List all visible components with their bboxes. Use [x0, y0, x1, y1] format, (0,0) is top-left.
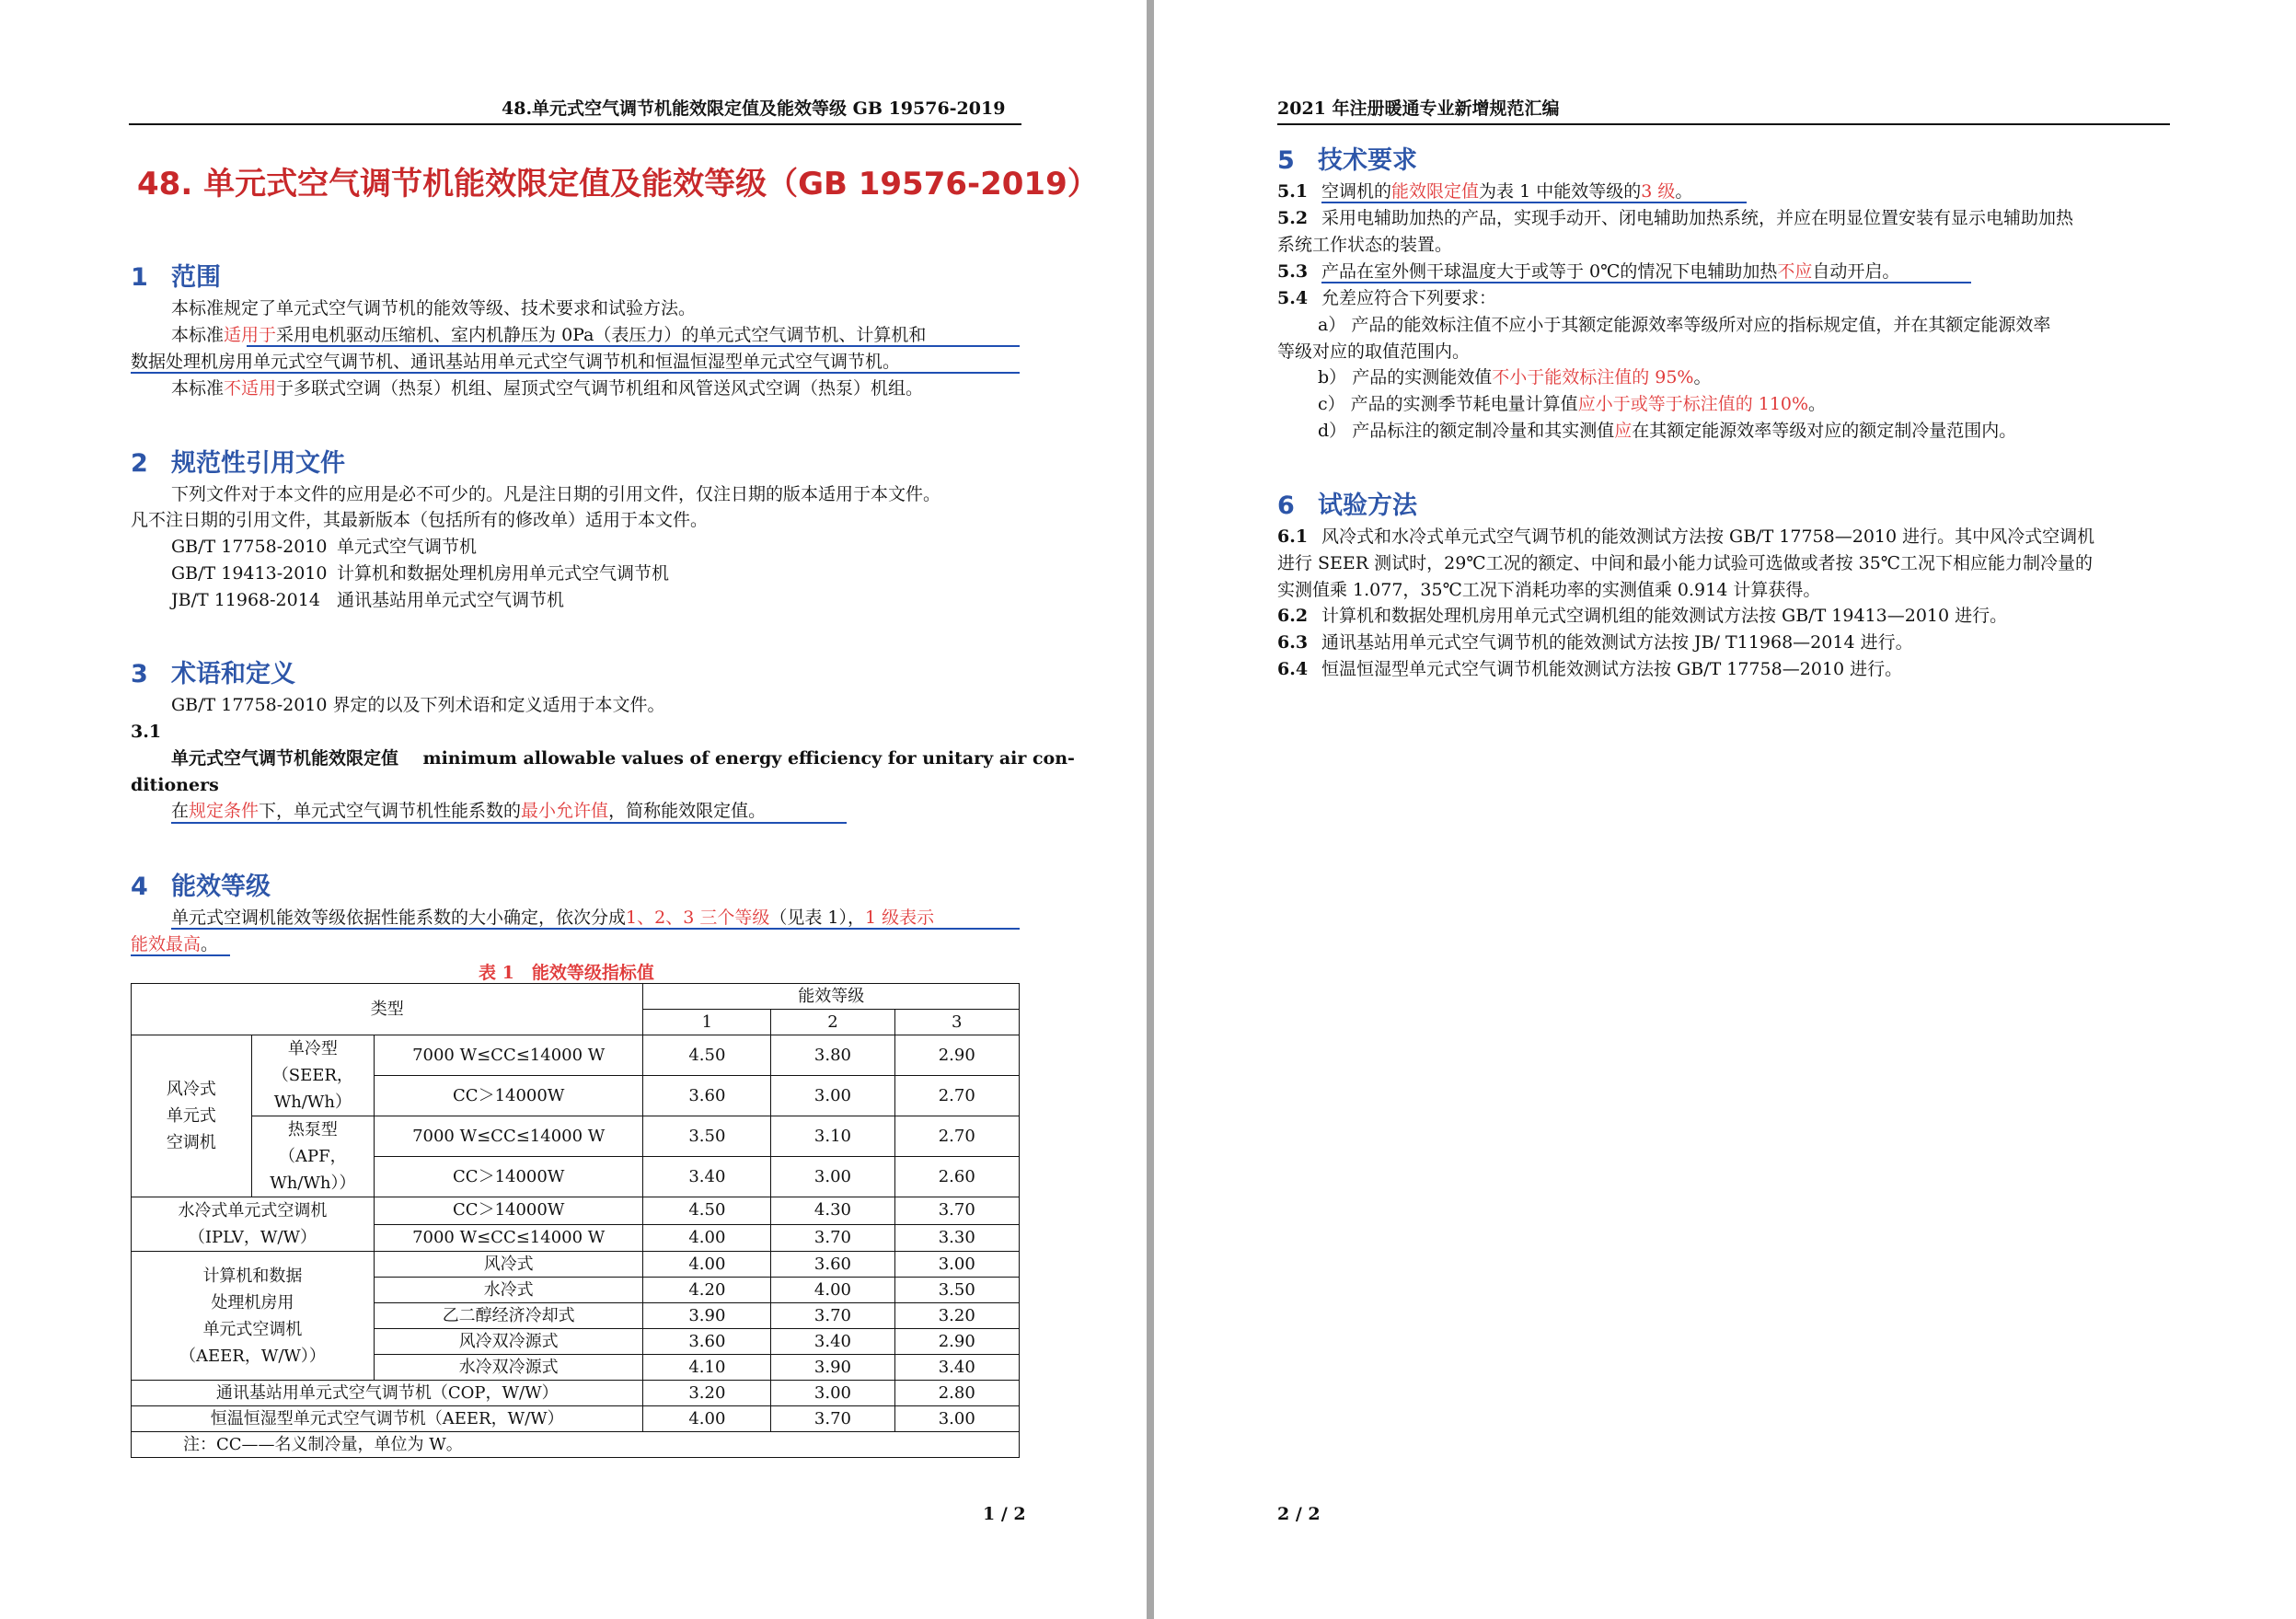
table-cell-value: 4.20: [643, 1278, 771, 1303]
table-cell-value: 4.50: [643, 1197, 771, 1225]
table-category-constant-temp-humidity: 恒温恒湿型单元式空气调节机（AEER，W/W）: [132, 1406, 643, 1432]
section-heading-terms: 3 术语和定义: [131, 660, 295, 688]
page-header: 48.单元式空气调节机能效限定值及能效等级 GB 19576-2019: [502, 98, 1006, 119]
table-cell-value: 3.00: [771, 1076, 894, 1116]
annotation-underline: [1321, 282, 1971, 283]
table-cell-condition: CC＞14000W: [374, 1157, 643, 1197]
table-cell-value: 2.70: [894, 1116, 1019, 1157]
table-cell-condition: 水冷双冷源式: [374, 1355, 643, 1381]
clause-number: 3.1: [131, 722, 162, 742]
table-cell-value: 3.00: [894, 1252, 1019, 1278]
table-header-type: 类型: [132, 984, 643, 1035]
table-cell-condition: 7000 W≤CC≤14000 W: [374, 1035, 643, 1076]
table-cell-value: 4.00: [643, 1252, 771, 1278]
table-cell-value: 3.90: [771, 1355, 894, 1381]
table-cell-value: 3.00: [771, 1157, 894, 1197]
table-cell-value: 2.90: [894, 1035, 1019, 1076]
table-note: 注：CC——名义制冷量，单位为 W。: [132, 1432, 1020, 1458]
paragraph: 本标准不适用于多联式空调（热泵）机组、屋顶式空气调节机组和风管送风式空调（热泵）机组。: [171, 378, 924, 399]
list-item-b: b） 产品的实测能效值不小于能效标注值的 95%。: [1318, 367, 1712, 387]
table-cell-value: 3.40: [643, 1157, 771, 1197]
table-cell-value: 2.60: [894, 1157, 1019, 1197]
document-title: 48. 单元式空气调节机能效限定值及能效等级（GB 19576-2019）: [137, 166, 1099, 202]
table-cell-value: 3.60: [771, 1252, 894, 1278]
annotation-underline: [247, 345, 1020, 347]
page-number: 1 / 2: [983, 1504, 1026, 1524]
table-cell-condition: 风冷双冷源式: [374, 1329, 643, 1355]
paragraph: GB/T 17758-2010 界定的以及下列术语和定义适用于本文件。: [171, 695, 665, 715]
table-header-grade-2: 2: [771, 1010, 894, 1035]
list-item-d: d） 产品标注的额定制冷量和其实测值应在其额定能源效率等级对应的额定制冷量范围内。: [1318, 421, 2017, 441]
table-header-grade-3: 3: [894, 1010, 1019, 1035]
list-item-a: a） 产品的能效标注值不应小于其额定能源效率等级所对应的指标规定值，并在其额定能源效率: [1318, 315, 2051, 335]
table-subcategory-cooling-only: 单冷型 （SEER，Wh/Wh）: [251, 1035, 374, 1116]
header-rule: [129, 123, 1021, 125]
table-cell-value: 2.80: [894, 1381, 1019, 1406]
table-cell-value: 4.00: [643, 1406, 771, 1432]
table-cell-value: 3.30: [894, 1224, 1019, 1252]
table-cell-value: 3.70: [771, 1303, 894, 1329]
table-cell-value: 4.00: [771, 1278, 894, 1303]
table-cell-condition: CC＞14000W: [374, 1076, 643, 1116]
table-cell-value: 3.00: [894, 1406, 1019, 1432]
table-cell-value: 3.60: [643, 1329, 771, 1355]
table-cell-value: 3.70: [771, 1224, 894, 1252]
table-category-water-cooled: 水冷式单元式空调机 （IPLV，W/W）: [132, 1197, 375, 1252]
clause-6-3: 6.3 通讯基站用单元式空气调节机的能效测试方法按 JB/ T11968—2014 进行。: [1277, 632, 1913, 653]
paragraph: 本标准适用于采用电机驱动压缩机、室内机静压为 0Pa（表压力）的单元式空气调节机、计算机和: [171, 325, 927, 345]
section-heading-scope: 1 范围: [131, 263, 221, 292]
annotation-underline: [131, 954, 230, 956]
document-page-1: [0, 0, 1147, 1619]
table-cell-condition: 水冷式: [374, 1278, 643, 1303]
paragraph: 数据处理机房用单元式空气调节机、通讯基站用单元式空气调节机和恒温恒湿型单元式空气调节机。: [131, 352, 901, 372]
table-cell-condition: 7000 W≤CC≤14000 W: [374, 1224, 643, 1252]
paragraph: 单元式空调机能效等级依据性能系数的大小确定，依次分成1、2、3 三个等级（见表 1），1 级表示: [171, 908, 935, 928]
table-cell-value: 3.50: [643, 1116, 771, 1157]
term-title: 单元式空气调节机能效限定值 minimum allowable values of energy efficiency for unitary air con-: [171, 748, 1075, 769]
energy-grade-table: [131, 983, 1020, 1458]
table-cell-value: 3.10: [771, 1116, 894, 1157]
table-cell-value: 2.90: [894, 1329, 1019, 1355]
reference-item: GB/T 19413-2010 计算机和数据处理机房用单元式空气调节机: [171, 563, 670, 584]
table-subcategory-heat-pump: 热泵型 （APF，Wh/Wh））: [251, 1116, 374, 1197]
page-number: 2 / 2: [1277, 1504, 1321, 1524]
annotation-underline: [131, 372, 1020, 374]
clause-5-4: 5.4 允差应符合下列要求：: [1277, 288, 1497, 308]
table-cell-value: 3.20: [894, 1303, 1019, 1329]
table-cell-value: 3.40: [771, 1329, 894, 1355]
paragraph: 能效最高。: [131, 934, 219, 954]
document-page-2: [1154, 0, 2296, 1619]
reference-item: JB/T 11968-2014 通讯基站用单元式空气调节机: [171, 590, 565, 610]
clause-5-1: 5.1 空调机的能效限定值为表 1 中能效等级的3 级。: [1277, 181, 1693, 202]
reference-item: GB/T 17758-2010 单元式空气调节机: [171, 537, 478, 557]
section-heading-technical-requirements: 5 技术要求: [1277, 146, 1417, 175]
table-cell-value: 3.50: [894, 1278, 1019, 1303]
table-cell-value: 4.00: [643, 1224, 771, 1252]
paragraph: 下列文件对于本文件的应用是必不可少的。凡是注日期的引用文件，仅注日期的版本适用于本文件。: [171, 484, 941, 504]
table-cell-value: 4.30: [771, 1197, 894, 1225]
clause-6-1-continued: 实测值乘 1.077，35℃工况下消耗功率的实测值乘 0.914 计算获得。: [1277, 580, 1821, 600]
table-cell-value: 3.60: [643, 1076, 771, 1116]
table-cell-value: 4.50: [643, 1035, 771, 1076]
table-header-grade-1: 1: [643, 1010, 771, 1035]
paragraph: 凡不注日期的引用文件，其最新版本（包括所有的修改单）适用于本文件。: [131, 510, 709, 530]
table-cell-value: 3.70: [894, 1197, 1019, 1225]
table-cell-value: 3.20: [643, 1381, 771, 1406]
clause-6-2: 6.2 计算机和数据处理机房用单元式空调机组的能效测试方法按 GB/T 19413—2010 进行。: [1277, 606, 2008, 626]
table-category-telecom: 通讯基站用单元式空气调节机（COP，W/W）: [132, 1381, 643, 1406]
section-heading-test-methods: 6 试验方法: [1277, 491, 1417, 520]
clause-6-4: 6.4 恒温恒湿型单元式空气调节机能效测试方法按 GB/T 17758—2010 进行。: [1277, 659, 1903, 679]
table-cell-value: 3.80: [771, 1035, 894, 1076]
paragraph: 本标准规定了单元式空气调节机的能效等级、技术要求和试验方法。: [171, 298, 697, 318]
header-rule: [1277, 123, 2170, 125]
list-item-c: c） 产品的实测季节耗电量计算值应小于或等于标注值的 110%。: [1318, 394, 1827, 414]
table-cell-value: 3.40: [894, 1355, 1019, 1381]
section-heading-energy-grade: 4 能效等级: [131, 873, 271, 901]
annotation-underline: [1321, 202, 1747, 203]
table-header-grade: 能效等级: [643, 984, 1020, 1010]
table-cell-value: 3.00: [771, 1381, 894, 1406]
clause-5-2-continued: 系统工作状态的装置。: [1277, 235, 1453, 255]
table-cell-value: 3.70: [771, 1406, 894, 1432]
page-header: 2021 年注册暖通专业新增规范汇编: [1277, 98, 1560, 119]
table-cell-condition: 乙二醇经济冷却式: [374, 1303, 643, 1329]
table-category-air-cooled: 风冷式 单元式 空调机: [132, 1035, 252, 1197]
term-definition: 在规定条件下，单元式空气调节机性能系数的最小允许值，简称能效限定值。: [171, 801, 767, 821]
table-cell-condition: 风冷式: [374, 1252, 643, 1278]
term-title-continued: ditioners: [131, 775, 219, 795]
annotation-underline: [171, 928, 1020, 930]
clause-5-2: 5.2 采用电辅助加热的产品，实现手动开、闭电辅助加热系统，并应在明显位置安装有显示电辅助加热: [1277, 208, 2074, 228]
table-cell-condition: 7000 W≤CC≤14000 W: [374, 1116, 643, 1157]
table-cell-condition: CC＞14000W: [374, 1197, 643, 1225]
table-category-data-center: 计算机和数据 处理机房用 单元式空调机 （AEER，W/W））: [132, 1252, 375, 1381]
annotation-underline: [171, 822, 847, 824]
table-cell-value: 2.70: [894, 1076, 1019, 1116]
table-cell-value: 4.10: [643, 1355, 771, 1381]
list-item-a-continued: 等级对应的取值范围内。: [1277, 341, 1471, 362]
clause-5-3: 5.3 产品在室外侧干球温度大于或等于 0℃的情况下电辅助加热不应自动开启。: [1277, 261, 1900, 282]
clause-6-1: 6.1 风冷式和水冷式单元式空气调节机的能效测试方法按 GB/T 17758—2010 进行。其中风冷式空调机: [1277, 526, 2095, 547]
section-heading-normative-references: 2 规范性引用文件: [131, 449, 345, 478]
clause-6-1-continued: 进行 SEER 测试时，29℃工况的额定、中间和最小能力试验可选做或者按 35℃工况下相应能力制冷量的: [1277, 553, 2094, 573]
table-cell-value: 3.90: [643, 1303, 771, 1329]
table-caption: 表 1 能效等级指标值: [479, 963, 654, 983]
